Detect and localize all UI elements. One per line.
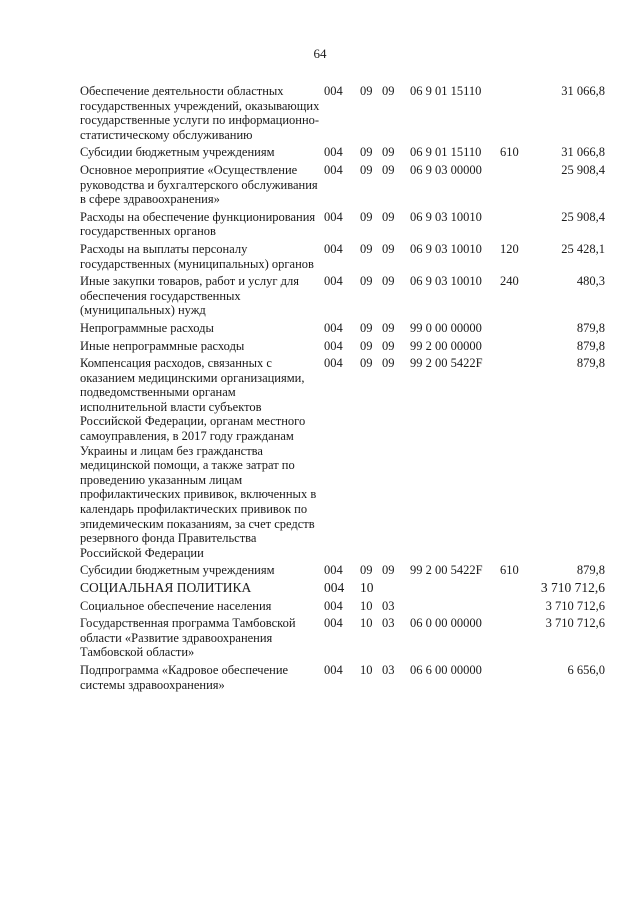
row-ved: 004 [324, 162, 343, 177]
row-name: Обеспечение деятельности областных государственных учреждений, оказывающих государственные услуги по информационно-статистическому обслуживанию [80, 84, 320, 142]
row-sum: 879,8 [576, 320, 605, 335]
row-name: Государственная программа Тамбовской области «Развитие здравоохранения Тамбовской области» [80, 616, 296, 660]
row-rz: 09 [360, 356, 373, 371]
row-csr: 99 2 00 5422F [410, 356, 483, 371]
row-sum: 31 066,8 [561, 145, 605, 160]
row-rz: 09 [360, 209, 373, 224]
table-row [80, 581, 605, 596]
row-name: Иные закупки товаров, работ и услуг для обеспечения государственных (муниципальных) нужд [80, 274, 300, 318]
row-rz: 09 [360, 84, 373, 98]
row-ved: 004 [324, 356, 343, 371]
row-sum: 25 428,1 [561, 241, 605, 256]
row-name: Расходы на выплаты персоналу государственных (муниципальных) органов [80, 241, 314, 271]
table-row [80, 599, 605, 614]
table-row [80, 339, 605, 354]
row-pr: 03 [382, 598, 395, 613]
row-ved: 004 [324, 563, 343, 578]
row-ved: 004 [324, 209, 343, 224]
row-csr: 99 2 00 5422F [410, 563, 483, 578]
row-ved: 004 [324, 274, 343, 289]
table-row [80, 84, 605, 142]
table-row [80, 145, 605, 160]
row-ved: 004 [324, 320, 343, 335]
row-csr: 06 0 00 00000 [410, 616, 482, 631]
row-csr: 99 2 00 00000 [410, 338, 482, 353]
row-pr: 09 [382, 162, 395, 177]
row-sum: 3 710 712,6 [545, 616, 605, 631]
row-csr: 06 6 00 00000 [410, 662, 482, 677]
table-row [80, 274, 605, 318]
row-csr: 06 9 03 10010 [410, 274, 482, 289]
row-sum: 6 656,0 [567, 662, 605, 677]
row-sum: 879,8 [576, 338, 605, 353]
row-pr: 03 [382, 662, 395, 677]
table-row [80, 663, 605, 692]
page-number: 64 [313, 46, 327, 61]
row-vr: 120 [500, 241, 519, 256]
row-ved: 004 [324, 616, 343, 631]
row-rz: 09 [360, 274, 373, 289]
row-pr: 09 [382, 356, 395, 371]
row-name: Компенсация расходов, связанных с оказанием медицинскими организациями, подведомственными органам исполнительной власти субъектов Российской Федерации, органам местного самоуправления, в 2017 году гражданам Украины и лицам без гражданства медицинской помощи, а также затрат по проведению указанным лицам профилактических прививок, включенных в календарь профилактических прививок по эпидемическим показаниям, за счет средств резервного фонда Правительства Российской Федерации [80, 356, 317, 560]
row-vr: 610 [500, 563, 519, 578]
table-row [80, 563, 605, 578]
table-row [80, 210, 605, 239]
row-csr: 06 9 03 10010 [410, 209, 482, 224]
table-row [80, 321, 605, 336]
row-rz: 10 [360, 580, 374, 595]
table-row [80, 616, 605, 660]
row-name: Основное мероприятие «Осуществление руководства и бухгалтерского обслуживания в сфере здравоохранения» [80, 162, 318, 207]
row-rz: 09 [360, 145, 373, 160]
table-row [80, 163, 605, 207]
row-name: Расходы на обеспечение функционирования государственных органов [80, 209, 316, 239]
row-ved: 004 [324, 662, 343, 677]
table-row [80, 356, 605, 560]
budget-table [80, 84, 605, 695]
row-name: Социальное обеспечение населения [80, 598, 272, 613]
row-pr: 09 [382, 209, 395, 224]
row-rz: 10 [360, 662, 373, 677]
row-pr: 09 [382, 274, 395, 289]
row-ved: 004 [324, 580, 345, 595]
row-pr: 09 [382, 84, 395, 98]
row-name: Подпрограмма «Кадровое обеспечение системы здравоохранения» [80, 662, 289, 692]
row-ved: 004 [324, 241, 343, 256]
row-pr: 09 [382, 145, 395, 160]
row-sum: 31 066,8 [561, 84, 605, 98]
row-ved: 004 [324, 338, 343, 353]
row-csr: 99 0 00 00000 [410, 320, 482, 335]
row-sum: 25 908,4 [561, 209, 605, 224]
row-rz: 10 [360, 598, 373, 613]
row-csr: 06 9 03 00000 [410, 162, 482, 177]
row-rz: 09 [360, 563, 373, 578]
row-sum: 879,8 [576, 356, 605, 371]
row-sum: 25 908,4 [561, 162, 605, 177]
row-csr: 06 9 01 15110 [410, 84, 482, 98]
row-name: Непрограммные расходы [80, 320, 214, 335]
row-rz: 09 [360, 320, 373, 335]
row-ved: 004 [324, 84, 343, 98]
row-vr: 610 [500, 145, 519, 160]
row-name: Субсидии бюджетным учреждениям [80, 563, 275, 578]
row-pr: 03 [382, 616, 395, 631]
row-name: Иные непрограммные расходы [80, 338, 245, 353]
row-ved: 004 [324, 598, 343, 613]
row-csr: 06 9 03 10010 [410, 241, 482, 256]
row-sum: 3 710 712,6 [540, 580, 605, 595]
row-rz: 10 [360, 616, 373, 631]
table-row [80, 242, 605, 271]
row-rz: 09 [360, 241, 373, 256]
row-pr: 09 [382, 241, 395, 256]
row-sum: 3 710 712,6 [545, 598, 605, 613]
row-ved: 004 [324, 145, 343, 160]
row-name: Субсидии бюджетным учреждениям [80, 145, 275, 160]
row-name: СОЦИАЛЬНАЯ ПОЛИТИКА [80, 580, 252, 595]
row-vr: 240 [500, 274, 519, 289]
row-rz: 09 [360, 162, 373, 177]
row-pr: 09 [382, 563, 395, 578]
row-sum: 879,8 [576, 563, 605, 578]
row-rz: 09 [360, 338, 373, 353]
row-pr: 09 [382, 338, 395, 353]
row-pr: 09 [382, 320, 395, 335]
row-sum: 480,3 [576, 274, 605, 289]
row-csr: 06 9 01 15110 [410, 145, 482, 160]
